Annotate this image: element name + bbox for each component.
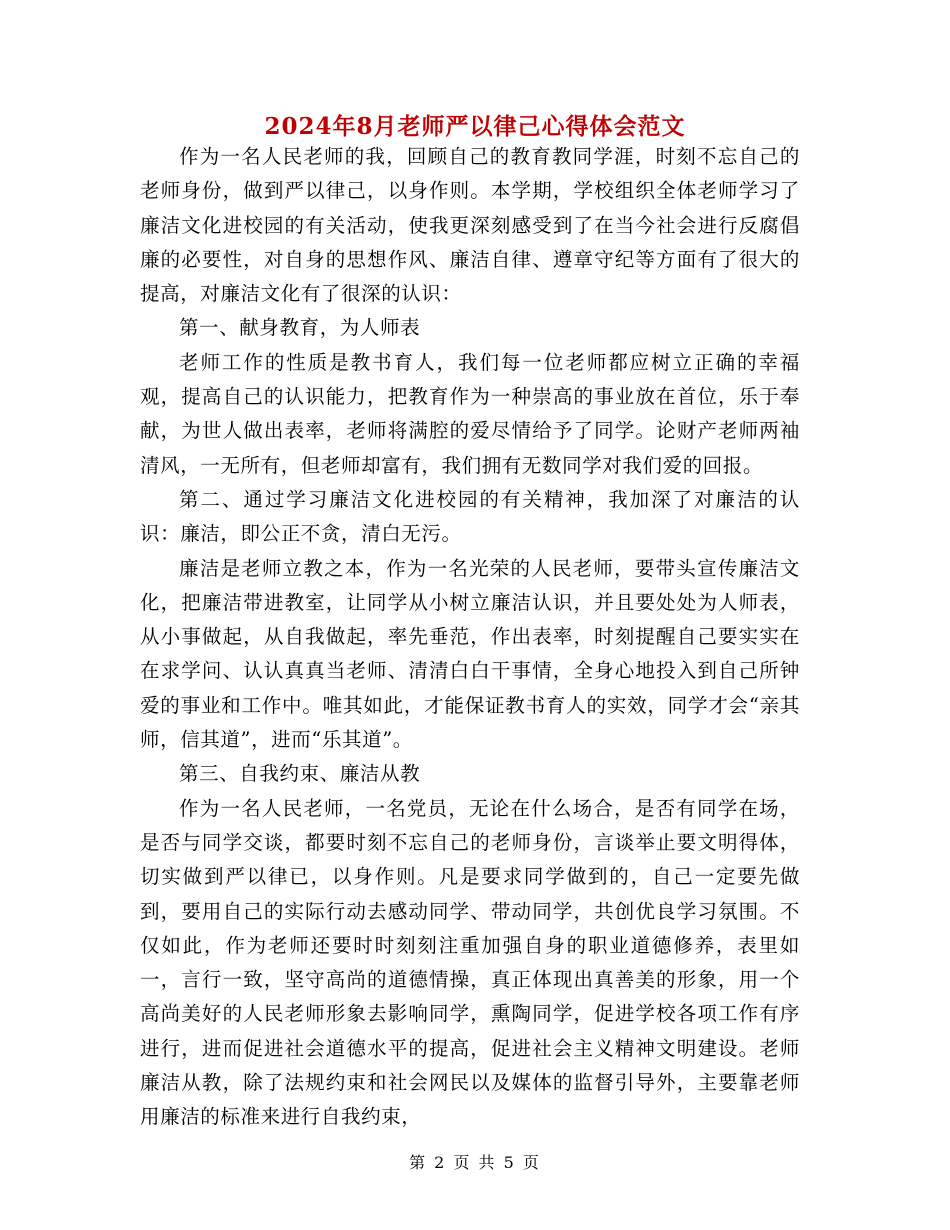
document-title: 2024年8月老师严以律己心得体会范文: [264, 113, 686, 140]
paragraph-intro: 作为一名人民老师的我，回顾自己的教育教同学涯，时刻不忘自己的老师身份，做到严以律己，以身作则。本学期，学校组织全体老师学习了廉洁文化进校园的有关活动，使我更深刻感受到了在当今社会进行反腐倡廉的必要性，对自身的思想作风、廉洁自律、遵章守纪等方面有了很大的提高，对廉洁文化有了很深的认识：: [140, 145, 800, 306]
heading-section-1: 第一、献身教育，为人师表: [179, 316, 421, 340]
paragraph-section-1: 老师工作的性质是教书育人，我们每一位老师都应树立正确的幸福观，提高自己的认识能力，把教育作为一种崇高的事业放在首位，乐于奉献，为世人做出表率，老师将满腔的爱尽情给予了同学。论财产老师两袖清风，一无所有，但老师却富有，我们拥有无数同学对我们爱的回报。: [140, 350, 800, 477]
paragraph-section-3: 作为一名人民老师，一名党员，无论在什么场合，是否有同学在场，是否与同学交谈，都要时刻不忘自己的老师身份，言谈举止要文明得体，切实做到严以律已，以身作则。凡是要求同学做到的，自己一定要先做到，要用自己的实际行动去感动同学、带动同学，共创优良学习氛围。不仅如此，作为老师还要时时刻刻注重加强自身的职业道德修养，表里如一，言行一致，坚守高尚的道德情操，真正体现出真善美的形象，用一个高尚美好的人民老师形象去影响同学，熏陶同学，促进学校各项工作有序进行，进而促进社会道德水平的提高，促进社会主义精神文明建设。老师廉洁从教，除了法规约束和社会网民以及媒体的监督引导外，主要靠老师用廉洁的标准来进行自我约束，: [140, 796, 800, 1129]
heading-section-2: 第二、通过学习廉洁文化进校园的有关精神，我加深了对廉洁的认识：廉洁，即公正不贪，清白无污。: [140, 487, 800, 546]
paragraph-section-2: 廉洁是老师立教之本，作为一名光荣的人民老师，要带头宣传廉洁文化，把廉洁带进教室，让同学从小树立廉洁认识，并且要处处为人师表，从小事做起，从自我做起，率先垂范，作出表率，时刻提醒自己要实实在在求学问、认认真真当老师、清清白白干事情，全身心地投入到自己所钟爱的事业和工作中。唯其如此，才能保证教书育人的实效，同学才会“亲其师，信其道”，进而“乐其道”。: [140, 556, 800, 752]
document-body: [140, 140, 800, 1135]
heading-section-3: 第三、自我约束、廉洁从教: [179, 762, 421, 786]
page-number-footer: 第 2 页 共 5 页: [409, 1153, 541, 1172]
